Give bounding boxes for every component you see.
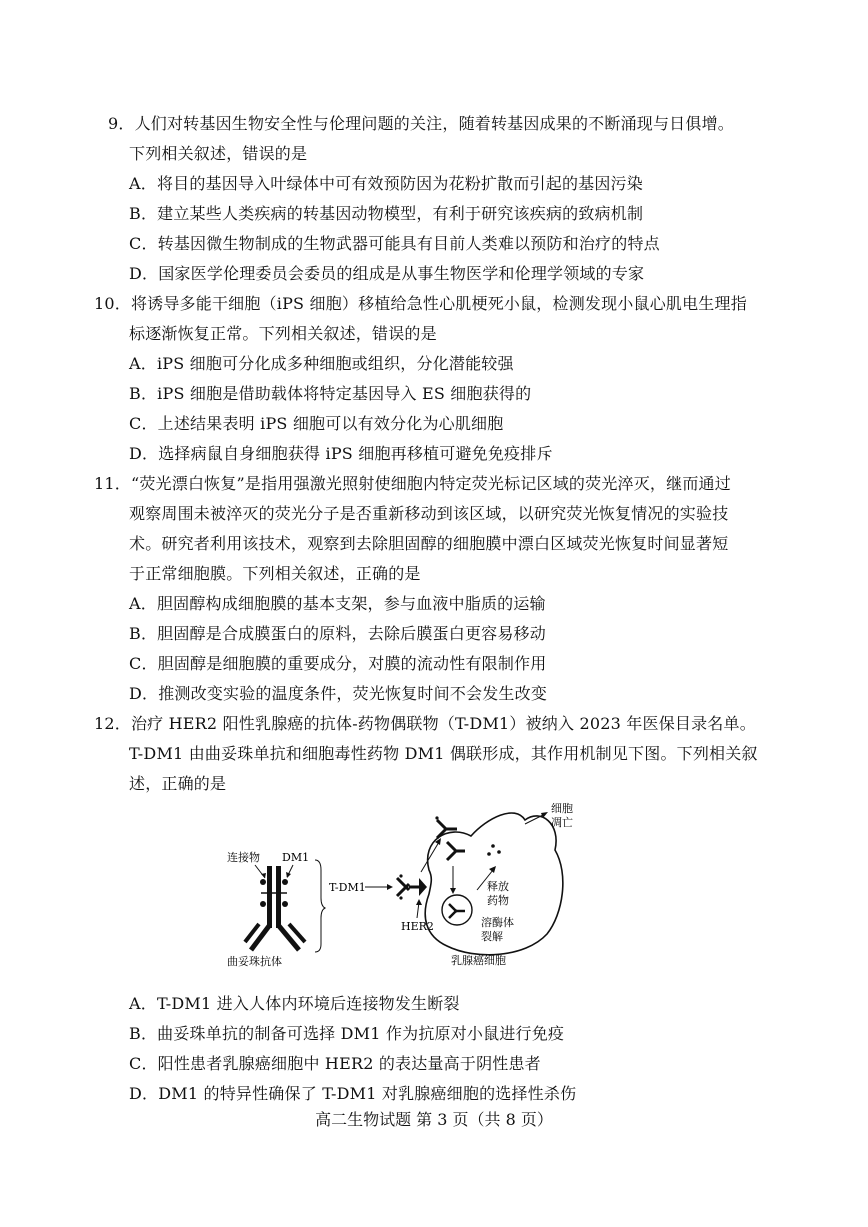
release-label-1: 释放 bbox=[487, 880, 509, 893]
question-10-option-a: A．iPS 细胞可分化成多种细胞或组织，分化潜能较强 bbox=[129, 354, 514, 373]
tdm1-label: T-DM1 bbox=[329, 881, 366, 894]
antibody-in-lysosome bbox=[449, 904, 465, 918]
question-11-option-b: B．胆固醇是合成膜蛋白的原料，去除后膜蛋白更容易移动 bbox=[129, 624, 546, 643]
question-12-option-b: B．曲妥珠单抗的制备可选择 DM1 作为抗原对小鼠进行免疫 bbox=[129, 1024, 565, 1043]
question-9-line-1: 9．人们对转基因生物安全性与伦理问题的关注，随着转基因成果的不断涌现与日俱增。 bbox=[108, 114, 734, 133]
linker-label: 连接物 bbox=[227, 851, 260, 864]
tdm1-mechanism-figure bbox=[225, 798, 625, 970]
apoptosis-label-2: 凋亡 bbox=[551, 816, 573, 829]
question-10-option-b: B．iPS 细胞是借助载体将特定基因导入 ES 细胞获得的 bbox=[129, 384, 532, 403]
antibody-bound-her2 bbox=[397, 874, 427, 899]
brace bbox=[315, 860, 325, 952]
question-10-option-d: D．选择病鼠自身细胞获得 iPS 细胞再移植可避免免疫排斥 bbox=[129, 444, 553, 463]
drug-dot bbox=[487, 852, 491, 856]
question-9-option-a: A．将目的基因导入叶绿体中可有效预防因为花粉扩散而引起的基因污染 bbox=[129, 174, 643, 193]
antibody-internalized bbox=[447, 842, 465, 860]
lysosome-label-2: 裂解 bbox=[481, 930, 503, 943]
question-10-option-c: C．上述结果表明 iPS 细胞可以有效分化为心肌细胞 bbox=[129, 414, 504, 433]
question-11-line-3: 术。研究者利用该技术，观察到去除胆固醇的细胞膜中漂白区域荧光恢复时间显著短 bbox=[129, 534, 729, 553]
tdm1-arrowhead bbox=[387, 884, 393, 890]
question-11-option-c: C．胆固醇是细胞膜的重要成分，对膜的流动性有限制作用 bbox=[129, 654, 547, 673]
question-11-line-1: 11．“荧光漂白恢复”是指用强激光照射使细胞内特定荧光标记区域的荧光淬灭，继而通过 bbox=[94, 474, 731, 493]
question-10-line-1: 10．将诱导多能干细胞（iPS 细胞）移植给急性心肌梗死小鼠，检测发现小鼠心肌电生理指 bbox=[94, 294, 747, 313]
question-12-option-c: C．阳性患者乳腺癌细胞中 HER2 的表达量高于阴性患者 bbox=[129, 1054, 541, 1073]
question-11-line-4: 于正常细胞膜。下列相关叙述，正确的是 bbox=[129, 564, 421, 583]
question-12-option-a: A．T-DM1 进入人体内环境后连接物发生断裂 bbox=[129, 994, 460, 1013]
question-9-option-d: D．国家医学伦理委员会委员的组成是从事生物医学和伦理学领域的专家 bbox=[129, 264, 645, 283]
cancer-cell-label: 乳腺癌细胞 bbox=[451, 954, 506, 967]
question-12-option-d: D．DM1 的特异性确保了 T-DM1 对乳腺癌细胞的选择性杀伤 bbox=[129, 1084, 577, 1103]
question-9-option-b: B．建立某些人类疾病的转基因动物模型，有利于研究该疾病的致病机制 bbox=[129, 204, 644, 223]
dm1-label: DM1 bbox=[282, 851, 310, 864]
release-label-2: 药物 bbox=[487, 894, 509, 907]
page-footer: 高二生物试题 第 3 页（共 8 页） bbox=[315, 1110, 553, 1129]
question-9-option-c: C．转基因微生物制成的生物武器可能具有目前人类难以预防和治疗的特点 bbox=[129, 234, 660, 253]
internalize-arrowhead bbox=[450, 888, 456, 894]
release-arrowhead bbox=[489, 866, 496, 873]
antibody-large bbox=[245, 866, 305, 950]
question-12-line-3: 述，正确的是 bbox=[129, 774, 227, 793]
antibody-label: 曲妥珠抗体 bbox=[227, 955, 282, 968]
drug-dot bbox=[497, 850, 501, 854]
question-12-line-2: T-DM1 由曲妥珠单抗和细胞毒性药物 DM1 偶联形成，其作用机制见下图。下列相关叙 bbox=[129, 744, 758, 763]
drug-dot bbox=[491, 844, 495, 848]
her2-arrowhead bbox=[416, 899, 422, 905]
question-9-line-2: 下列相关叙述，错误的是 bbox=[129, 144, 308, 163]
question-11-option-d: D．推测改变实验的温度条件，荧光恢复时间不会发生改变 bbox=[129, 684, 548, 703]
lysosome-label-1: 溶酶体 bbox=[481, 916, 514, 929]
question-10-line-2: 标逐渐恢复正常。下列相关叙述，错误的是 bbox=[129, 324, 437, 343]
antibody-released bbox=[435, 816, 457, 838]
her2-label: HER2 bbox=[401, 920, 434, 933]
question-11-line-2: 观察周围未被淬灭的荧光分子是否重新移动到该区域，以研究荧光恢复情况的实验技 bbox=[129, 504, 729, 523]
apoptosis-label-1: 细胞 bbox=[551, 802, 573, 815]
question-12-line-1: 12．治疗 HER2 阳性乳腺癌的抗体-药物偶联物（T-DM1）被纳入 2023 年医保目录名单。 bbox=[94, 714, 756, 733]
question-11-option-a: A．胆固醇构成细胞膜的基本支架，参与血液中脂质的运输 bbox=[129, 594, 546, 613]
